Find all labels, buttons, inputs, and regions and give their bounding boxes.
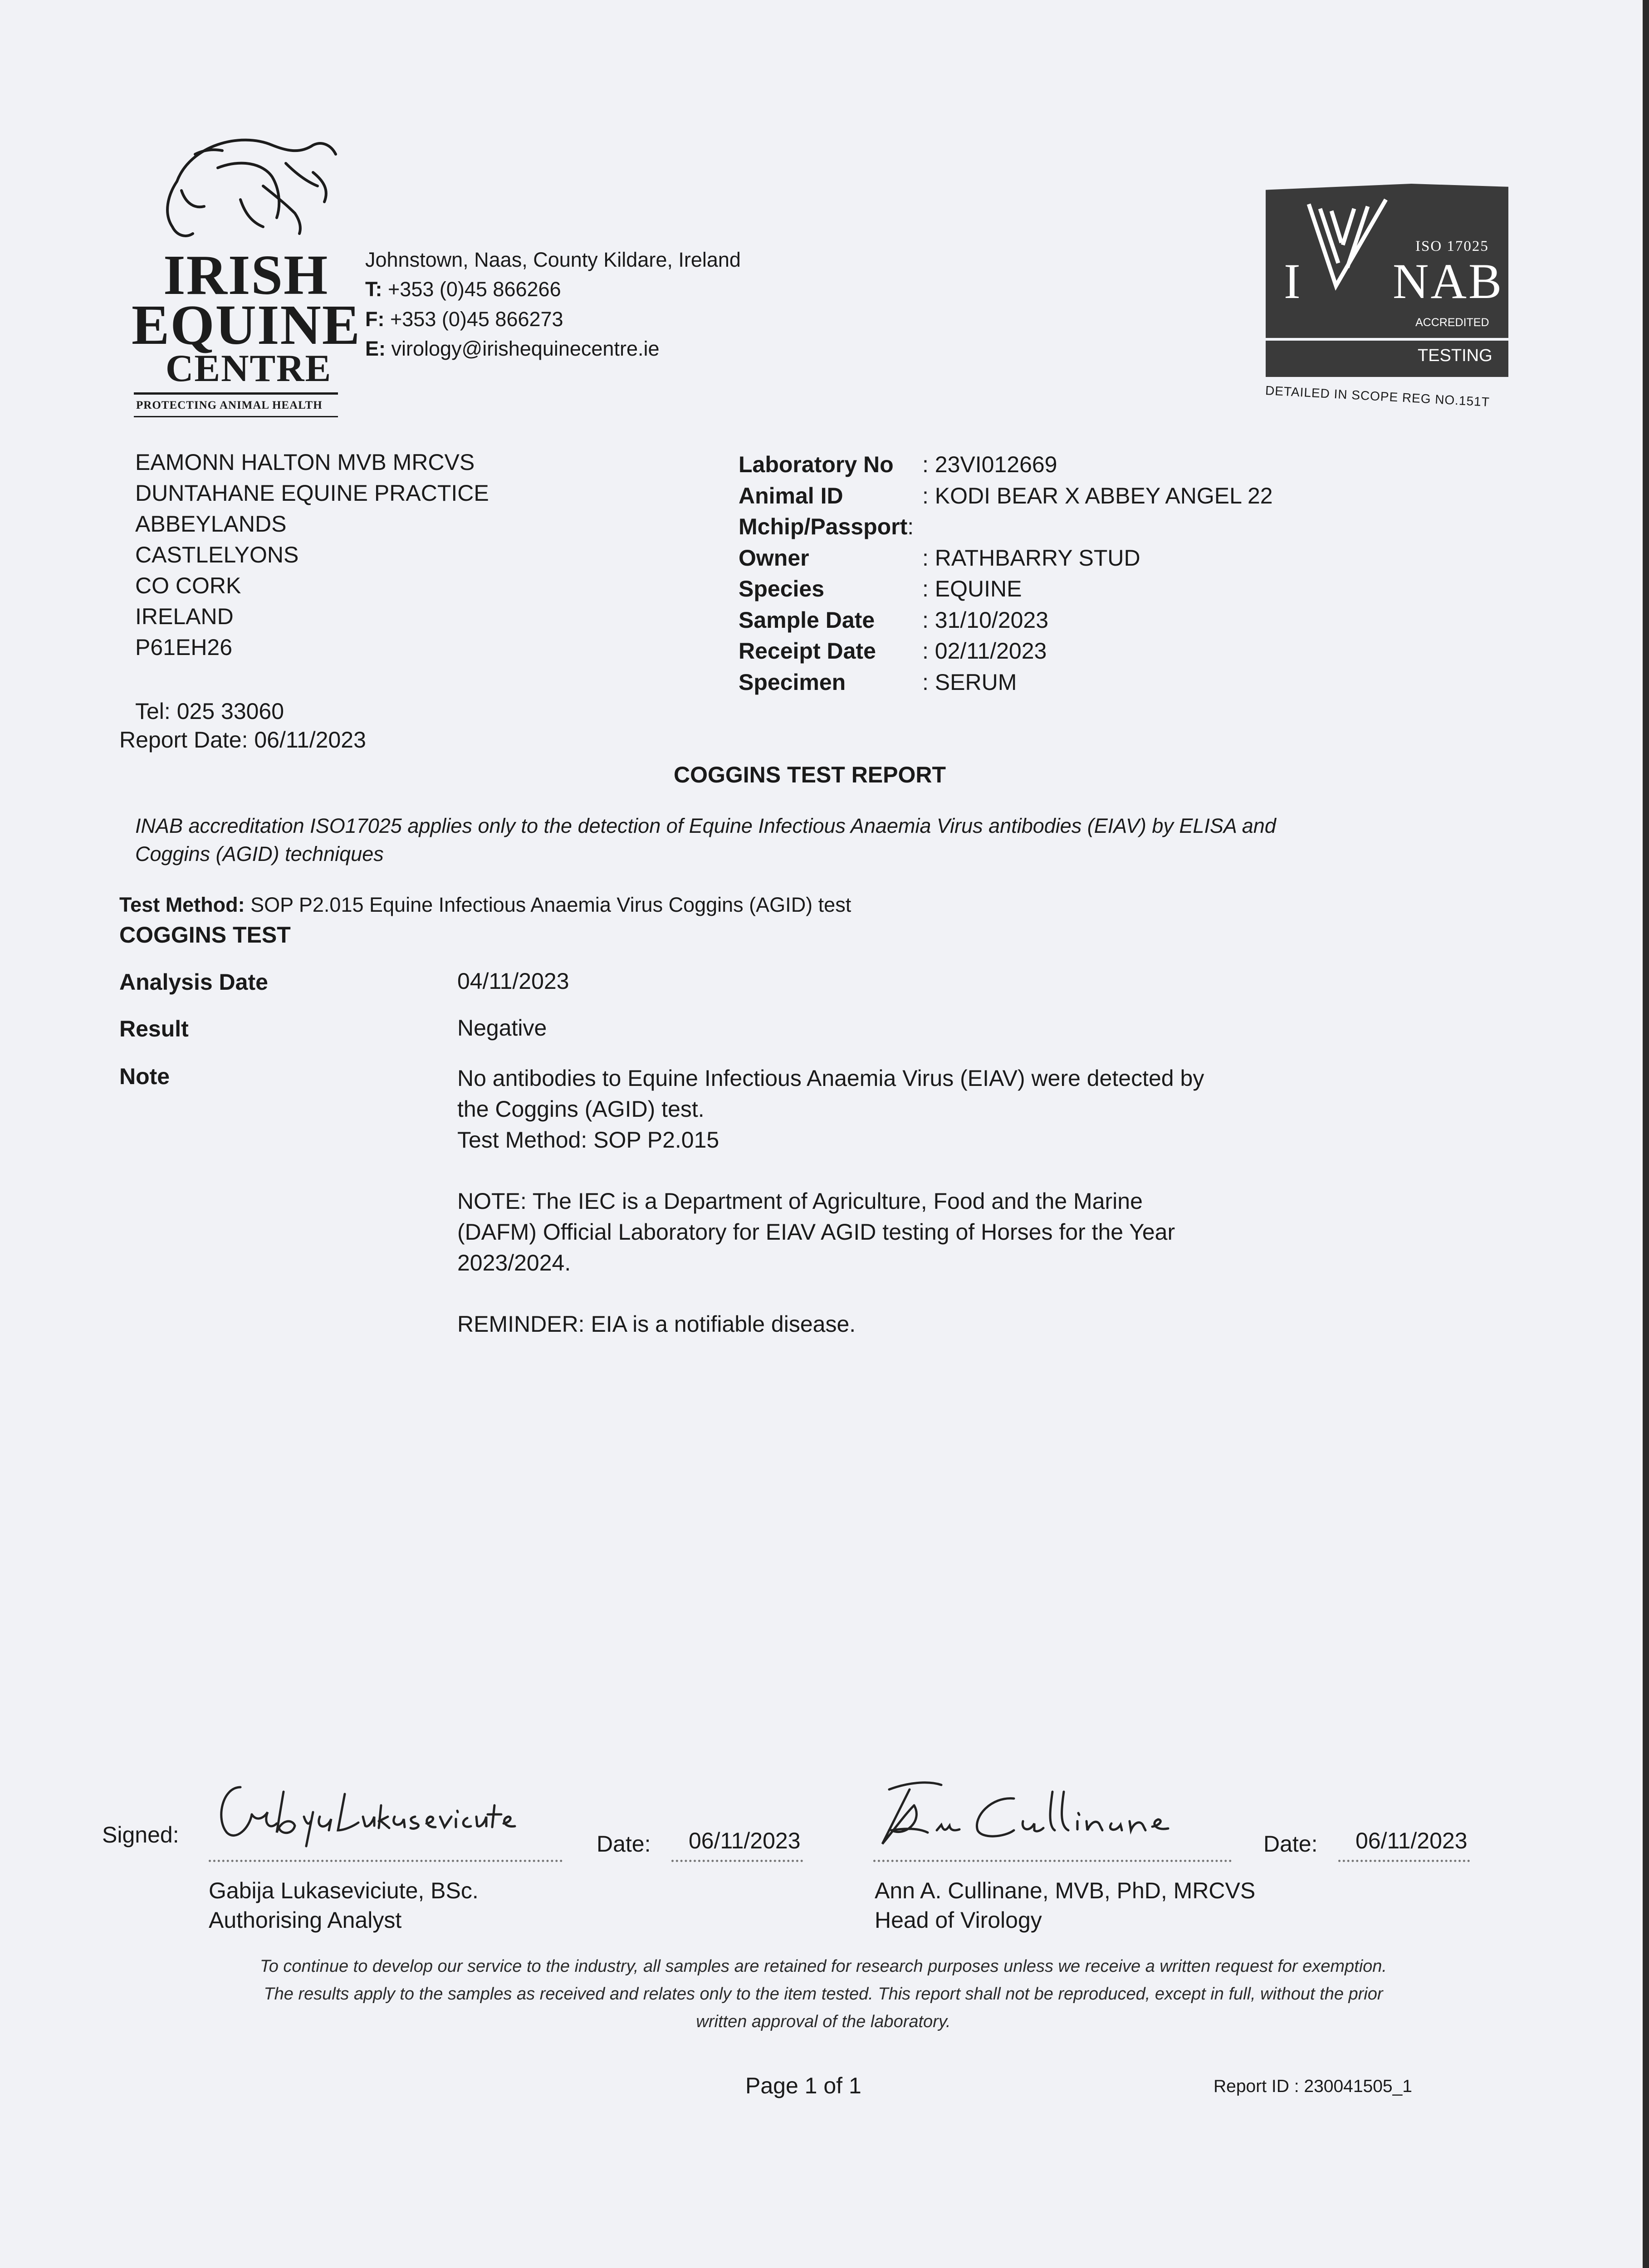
- test-method-label: Test Method:: [119, 893, 245, 916]
- field-value: :: [907, 514, 914, 539]
- note-line: No antibodies to Equine Infectious Anaemia Virus (EIAV) were detected by: [457, 1066, 1204, 1091]
- inab-iso: ISO 17025: [1415, 238, 1489, 254]
- field-value: : SERUM: [922, 669, 1017, 695]
- note-line: Test Method: SOP P2.015: [457, 1127, 719, 1153]
- signed-label: Signed:: [102, 1822, 179, 1848]
- sample-row: [739, 635, 1273, 667]
- head-name: Ann A. Cullinane, MVB, PhD, MRCVS: [875, 1878, 1256, 1903]
- accreditation-note: [135, 812, 1276, 868]
- field-value: : EQUINE: [922, 576, 1022, 601]
- dafm-line: NOTE: The IEC is a Department of Agriculture, Food and the Marine: [457, 1188, 1143, 1214]
- analysis-date-value: 04/11/2023: [457, 968, 569, 994]
- lab-phone: [365, 274, 741, 304]
- footer-line: written approval of the laboratory.: [696, 2012, 951, 2031]
- sample-row: [739, 449, 1273, 480]
- page-number: Page 1 of 1: [745, 2073, 861, 2098]
- head-date-label: Date:: [1263, 1831, 1318, 1857]
- result-label: Result: [119, 1016, 189, 1041]
- result-value: Negative: [457, 1015, 547, 1041]
- iec-logo: [127, 127, 361, 426]
- test-method-value: SOP P2.015 Equine Infectious Anaemia Virus Coggins (AGID) test: [250, 893, 851, 916]
- inab-testing: TESTING: [1418, 346, 1492, 365]
- footer-line: The results apply to the samples as received and relates only to the item tested. This report shall not be reproduced, except in full, without the prior: [264, 1984, 1383, 2004]
- analyst-date-line: [671, 1837, 803, 1862]
- recipient-tel: Tel: 025 33060: [135, 699, 284, 724]
- note-line: the Coggins (AGID) test.: [457, 1096, 705, 1122]
- head-date-line: [1338, 1837, 1470, 1862]
- field-value: : 02/11/2023: [922, 638, 1047, 664]
- logo-name-line-2: EQUINE: [132, 294, 361, 357]
- head-role: Head of Virology: [875, 1907, 1042, 1933]
- field-value: : 31/10/2023: [922, 607, 1049, 633]
- footer-disclaimer: [104, 1953, 1542, 2036]
- report-id: Report ID : 230041505_1: [1214, 2077, 1412, 2096]
- scan-edge: [1643, 0, 1649, 2268]
- report-date: Report Date: 06/11/2023: [119, 727, 366, 753]
- dafm-line: 2023/2024.: [457, 1250, 571, 1276]
- note-label: Note: [119, 1064, 170, 1089]
- field-value: : 23VI012669: [922, 452, 1057, 477]
- sample-row: [739, 605, 1273, 636]
- sample-row: [739, 667, 1273, 698]
- inab-check-icon: [1304, 195, 1390, 295]
- recipient-line: ABBEYLANDS: [135, 511, 287, 537]
- recipient-address: [135, 447, 489, 663]
- field-label: Species: [739, 576, 825, 601]
- test-method: [119, 890, 851, 919]
- recipient-line: EAMONN HALTON MVB MRCVS: [135, 450, 475, 475]
- field-value: : KODI BEAR X ABBEY ANGEL 22: [922, 483, 1273, 508]
- note-text: [457, 1063, 1204, 1155]
- footer-line: To continue to develop our service to the industry, all samples are retained for research purposes unless we receive a written request for exemption.: [260, 1957, 1387, 1976]
- sample-details: [739, 449, 1273, 698]
- sample-row: [739, 480, 1273, 512]
- analysis-date-label: Analysis Date: [119, 969, 268, 995]
- fax-label: F:: [365, 307, 385, 331]
- report-title: COGGINS TEST REPORT: [674, 762, 946, 787]
- lab-fax: [365, 304, 741, 334]
- recipient-line: P61EH26: [135, 635, 233, 660]
- inab-logo: [1266, 184, 1508, 408]
- phone-label: T:: [365, 278, 382, 301]
- sample-row: [739, 573, 1273, 605]
- inab-brand-nab: NAB: [1393, 254, 1504, 309]
- email-value: virology@irishequinecentre.ie: [391, 337, 660, 360]
- analyst-name: Gabija Lukaseviciute, BSc.: [209, 1878, 479, 1903]
- accreditation-note-line: INAB accreditation ISO17025 applies only to the detection of Equine Infectious Anaemia Virus antibodies (EIAV) by ELISA and: [135, 814, 1276, 837]
- field-label: Mchip/Passport: [739, 514, 908, 539]
- inab-reg: DETAILED IN SCOPE REG NO.151T: [1265, 383, 1490, 409]
- analyst-date-label: Date:: [597, 1831, 651, 1857]
- email-label: E:: [365, 337, 386, 360]
- analyst-role: Authorising Analyst: [209, 1907, 402, 1933]
- field-label: Owner: [739, 545, 809, 571]
- field-value: : RATHBARRY STUD: [922, 545, 1140, 571]
- logo-tagline: PROTECTING ANIMAL HEALTH: [136, 399, 323, 411]
- logo-name-line-3: CENTRE: [166, 347, 332, 390]
- lab-address: Johnstown, Naas, County Kildare, Ireland: [365, 248, 741, 271]
- recipient-line: CASTLELYONS: [135, 542, 299, 567]
- analyst-signature: [209, 1769, 526, 1851]
- recipient-line: IRELAND: [135, 604, 234, 629]
- inab-accredited: ACCREDITED: [1415, 316, 1489, 329]
- horse-emblem-icon: [150, 127, 340, 245]
- lab-contact: [365, 245, 741, 363]
- head-signature: [873, 1771, 1218, 1853]
- field-label: Animal ID: [739, 483, 843, 508]
- phone-value: +353 (0)45 866266: [388, 278, 561, 301]
- sample-row: [739, 511, 1273, 543]
- section-title: COGGINS TEST: [119, 922, 291, 948]
- lab-email: [365, 334, 741, 363]
- reminder: REMINDER: EIA is a notifiable disease.: [457, 1311, 856, 1337]
- field-label: Laboratory No: [739, 452, 894, 477]
- dafm-line: (DAFM) Official Laboratory for EIAV AGID testing of Horses for the Year: [457, 1219, 1175, 1245]
- logo-rule: [134, 392, 338, 395]
- recipient-line: CO CORK: [135, 573, 241, 598]
- field-label: Receipt Date: [739, 638, 876, 664]
- fax-value: +353 (0)45 866273: [390, 307, 563, 331]
- accreditation-note-line: Coggins (AGID) techniques: [135, 842, 384, 865]
- field-label: Sample Date: [739, 607, 875, 633]
- inab-brand-i: I: [1284, 254, 1301, 309]
- analyst-date: 06/11/2023: [689, 1828, 801, 1853]
- logo-name-line-1: IRISH: [163, 244, 329, 307]
- recipient-line: DUNTAHANE EQUINE PRACTICE: [135, 480, 489, 506]
- sample-row: [739, 543, 1273, 574]
- head-date: 06/11/2023: [1355, 1828, 1468, 1853]
- dafm-note: [457, 1186, 1175, 1278]
- logo-rule-bottom: [134, 416, 338, 417]
- field-label: Specimen: [739, 669, 846, 695]
